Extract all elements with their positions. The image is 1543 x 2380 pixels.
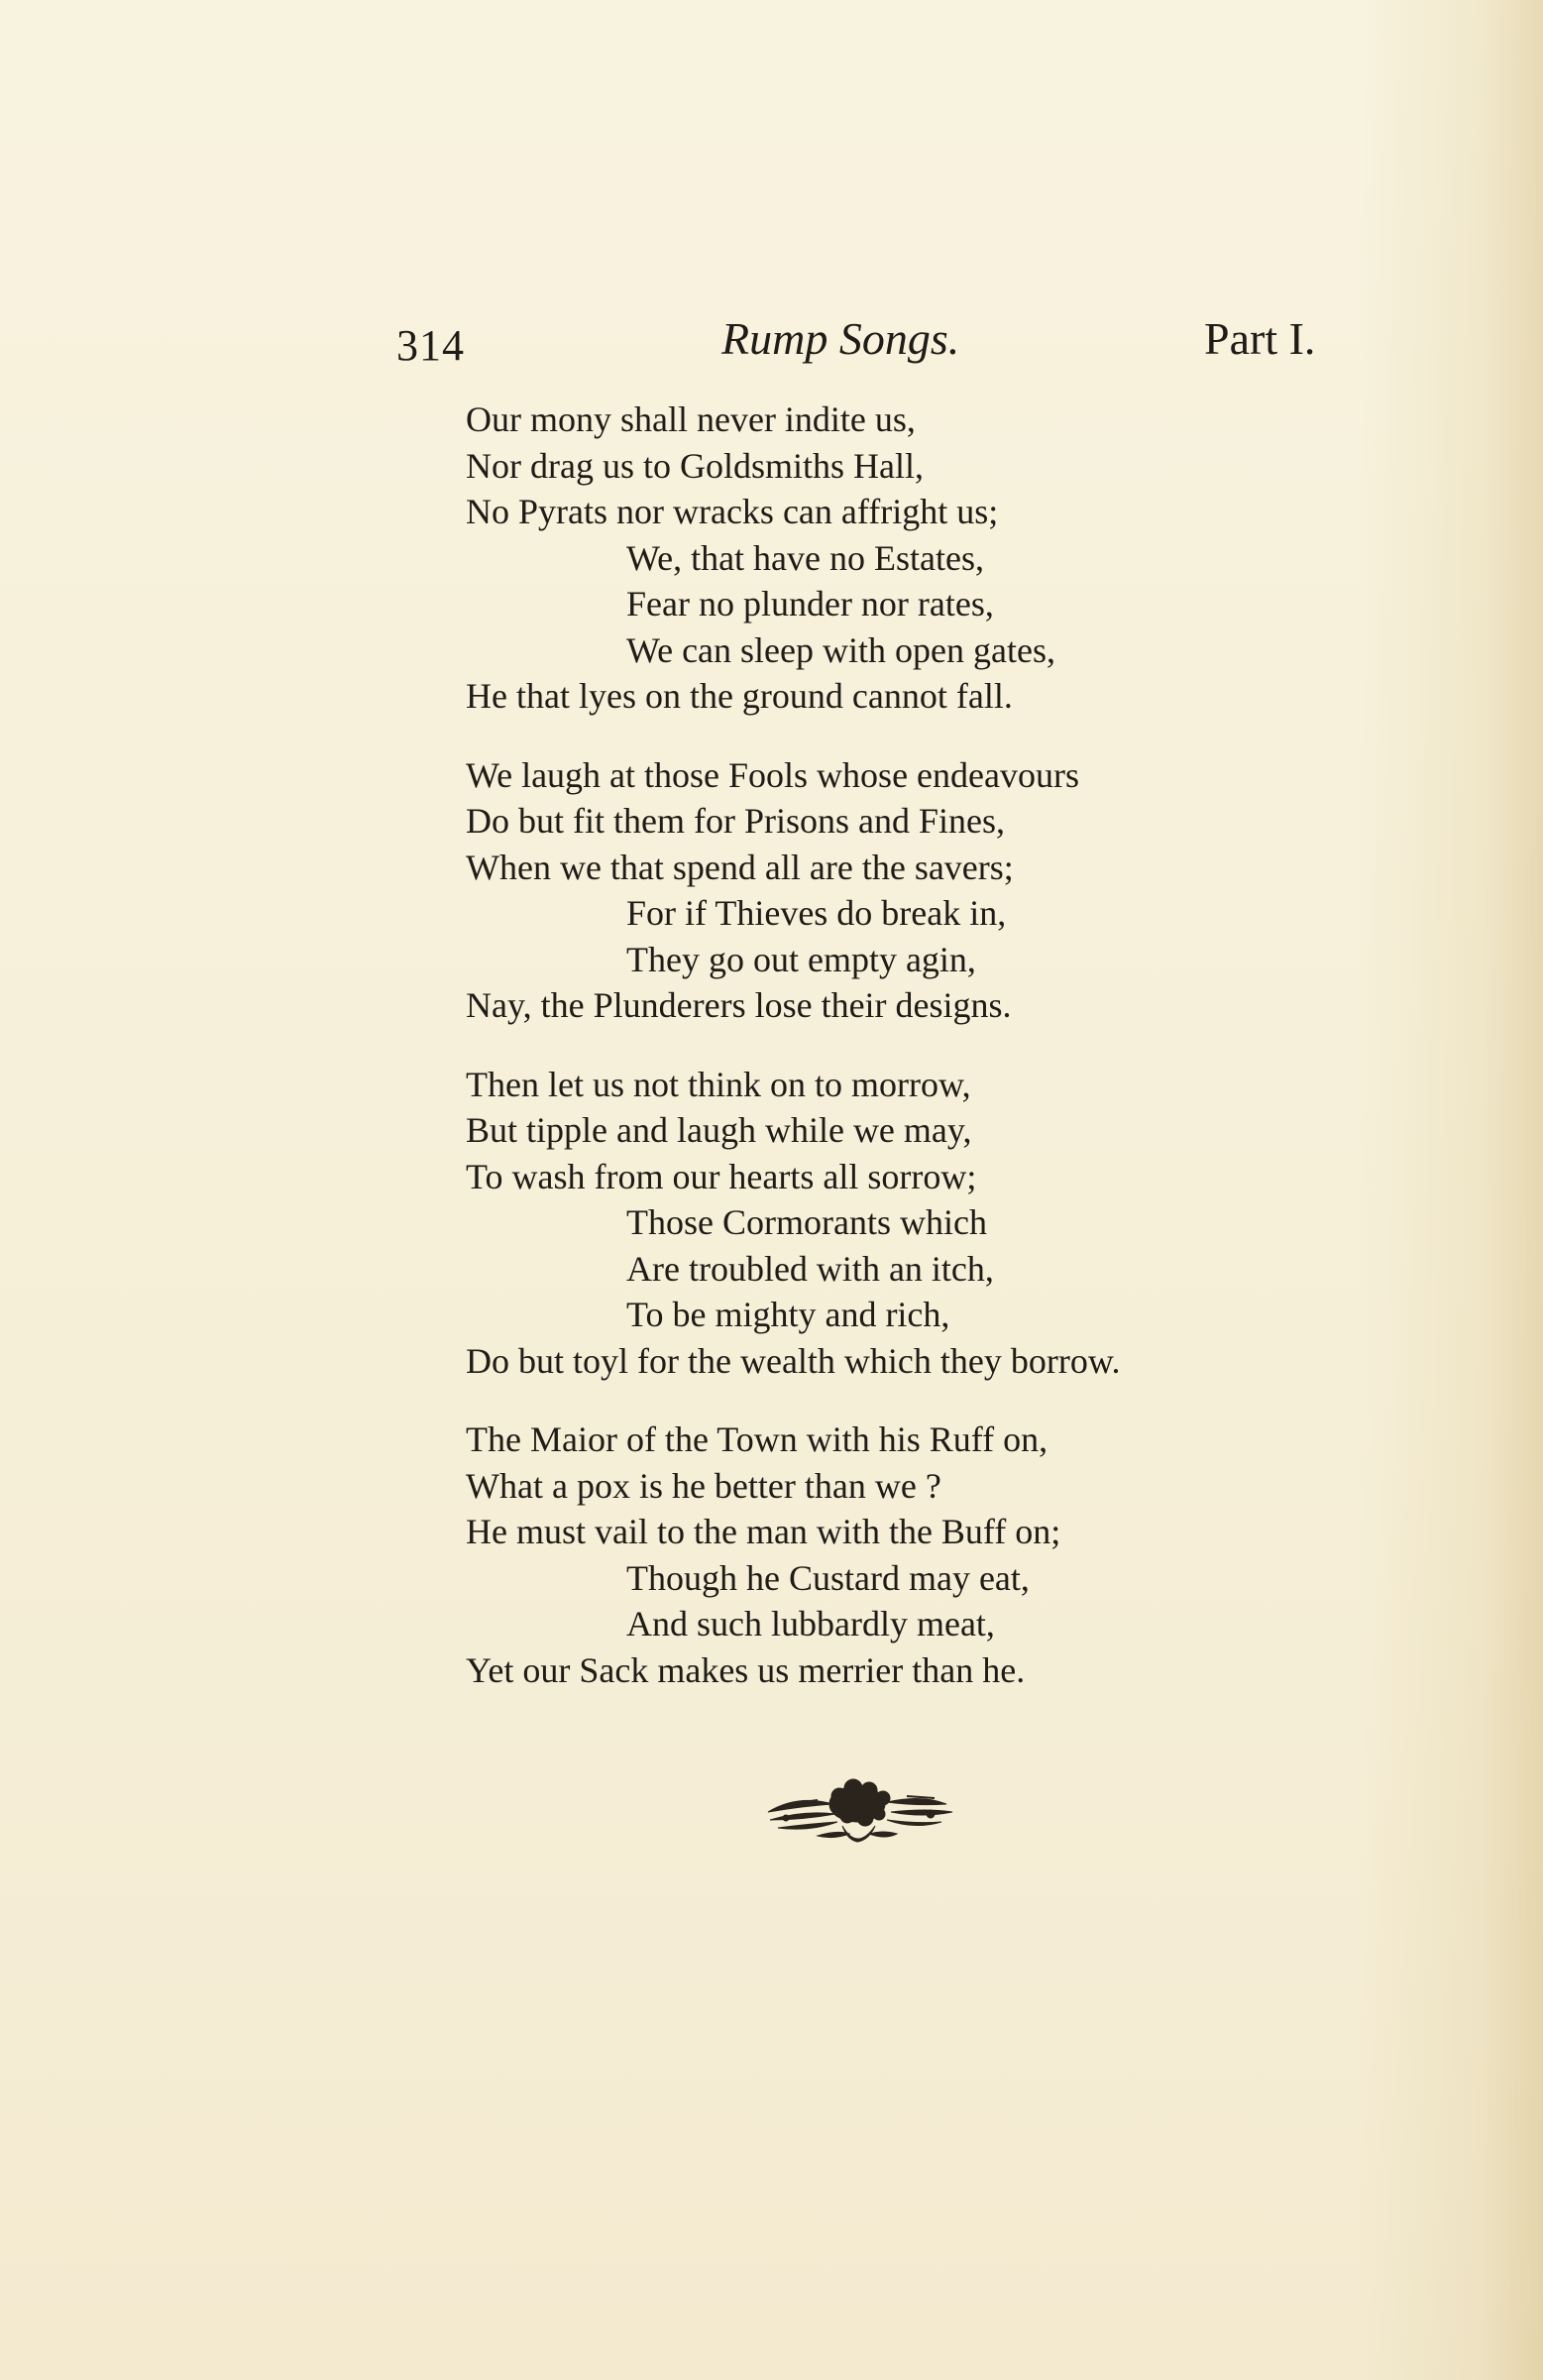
poem-line: For if Thieves do break in,	[626, 893, 1007, 933]
poem-line: Those Cormorants which	[626, 1202, 987, 1242]
poem-line: Our mony shall never indite us,	[466, 399, 916, 439]
stanza	[466, 1062, 1358, 1385]
poem-line: And such lubbardly meat,	[626, 1604, 995, 1643]
page-header	[0, 302, 1543, 382]
poem-line: He that lyes on the ground cannot fall.	[466, 676, 1013, 716]
poem-line: But tipple and laugh while we may,	[466, 1110, 972, 1150]
stanza	[466, 397, 1358, 720]
poem-line: Yet our Sack makes us merrier than he.	[466, 1649, 1026, 1690]
poem-line: Then let us not think on to morrow,	[466, 1064, 971, 1104]
poem-line: The Maior of the Town with his Ruff on,	[466, 1419, 1048, 1459]
poem-line: Fear no plunder nor rates,	[626, 584, 994, 623]
running-title: Rump Songs.	[721, 313, 960, 364]
poem-line: We can sleep with open gates,	[626, 629, 1055, 670]
poem-line: Nay, the Plunderers lose their designs.	[466, 985, 1012, 1025]
poem-line: He must vail to the man with the Buff on;	[466, 1512, 1061, 1551]
poem-line: No Pyrats nor wracks can affright us;	[466, 492, 999, 531]
floral-tailpiece-ornament-icon	[758, 1774, 961, 1854]
page-number: 314	[396, 321, 465, 370]
poem-line: Do but fit them for Prisons and Fines,	[466, 801, 1005, 841]
part-label: Part I.	[1204, 313, 1316, 364]
poem-line: When we that spend all are the savers;	[466, 847, 1014, 887]
poem-line: We, that have no Estates,	[626, 537, 984, 578]
poem-line: Though he Custard may eat,	[626, 1557, 1030, 1598]
stanza	[466, 1417, 1358, 1693]
poem-line: Nor drag us to Goldsmiths Hall,	[466, 445, 924, 486]
poem-line: We laugh at those Fools whose endeavours	[466, 754, 1079, 795]
poem-line: Do but toyl for the wealth which they borrow.	[466, 1340, 1121, 1381]
poem-line: To wash from our hearts all sorrow;	[466, 1156, 977, 1196]
poem-line: They go out empty agin,	[626, 939, 976, 979]
poem-line: Are troubled with an itch,	[626, 1248, 994, 1289]
stanza	[466, 752, 1358, 1029]
poem-line: What a pox is he better than we ?	[466, 1465, 941, 1506]
poem-body	[466, 397, 1358, 1726]
poem-line: To be mighty and rich,	[626, 1295, 950, 1334]
